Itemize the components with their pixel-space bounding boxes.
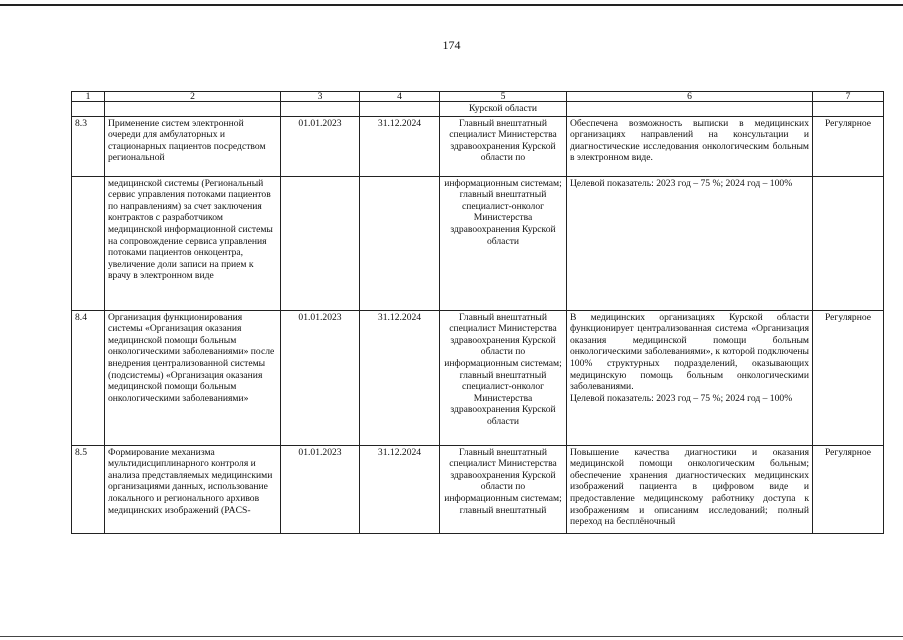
expected-result-text: В медицинских организациях Курской области функционирует централизованная система «Организация оказания медицинской помощи больным онкологическими заболеваниями», к которой подключены 100% структурных подразделений, оказывающих медицинскую помощь больным онкологическими заболеваниями.: [570, 311, 809, 393]
measure-name: Применение систем электронной очереди для амбулаторных и стационарных пациентов посредством региональной: [105, 116, 281, 176]
column-header: 2: [105, 92, 281, 102]
column-header: 1: [72, 92, 105, 102]
measures-table: [71, 91, 884, 534]
page-number: 174: [442, 38, 461, 52]
periodicity: Регулярное: [813, 116, 884, 176]
column-header: 7: [813, 92, 884, 102]
end-date: 31.12.2024: [360, 445, 440, 533]
periodicity: Регулярное: [813, 310, 884, 445]
measure-name-continued: медицинской системы (Региональный сервис управления потоками пациентов по направлениям) за счет заключения контрактов с разработчиком медицинской информационной системы на сопровождение сервиса управления потоками пациентов онкоцентра, увеличение доли записи на прием к врачу в электронном виде: [105, 176, 281, 310]
start-date: 01.01.2023: [281, 445, 360, 533]
target-indicator: Целевой показатель: 2023 год – 75 %; 2024 год – 100%: [570, 392, 793, 404]
carryover-responsible: Курской области: [440, 102, 567, 117]
column-header: 3: [281, 92, 360, 102]
responsible: Главный внештатный специалист Министерства здравоохранения Курской области по информационным системам; главный внештатный: [440, 445, 567, 533]
column-number-row: [72, 92, 884, 102]
responsible: Главный внештатный специалист Министерства здравоохранения Курской области по информационным системам; главный внештатный специалист-онколог Министерства здравоохранения Курской области: [440, 310, 567, 445]
start-date: 01.01.2023: [281, 116, 360, 176]
table-row-continuation: [72, 176, 884, 310]
expected-result: [567, 310, 813, 445]
table-row: [72, 116, 884, 176]
carryover-row: [72, 102, 884, 117]
responsible-continued: информационным системам; главный внештатный специалист-онколог Министерства здравоохранения Курской области: [440, 176, 567, 310]
end-date: 31.12.2024: [360, 116, 440, 176]
responsible: Главный внештатный специалист Министерства здравоохранения Курской области по: [440, 116, 567, 176]
column-header: 4: [360, 92, 440, 102]
expected-result: Обеспечена возможность выписки в медицинских организациях направлений на консультации и диагностические исследования онкологическим больным в электронном виде.: [567, 116, 813, 176]
periodicity: Регулярное: [813, 445, 884, 533]
bottom-edge-line: [0, 636, 903, 637]
row-number: 8.3: [72, 116, 105, 176]
table-row: [72, 445, 884, 533]
end-date: 31.12.2024: [360, 310, 440, 445]
row-number: 8.5: [72, 445, 105, 533]
measure-name: Организация функционирования системы «Организация оказания медицинской помощи больным онкологическими заболеваниями» после внедрения централизованной системы (подсистемы) «Организация оказания медицинской помощи больным онкологическими заболеваниями»: [105, 310, 281, 445]
row-number: 8.4: [72, 310, 105, 445]
column-header: 6: [567, 92, 813, 102]
top-border-line: [0, 4, 903, 6]
start-date: 01.01.2023: [281, 310, 360, 445]
column-header: 5: [440, 92, 567, 102]
table-row: [72, 310, 884, 445]
target-indicator: Целевой показатель: 2023 год – 75 %; 2024 год – 100%: [567, 176, 813, 310]
measure-name: Формирование механизма мультидисциплинарного контроля и анализа представляемых медицинскими организациями данных, использование локального и регионального архивов медицинских изображений (PACS-: [105, 445, 281, 533]
expected-result: Повышение качества диагностики и оказания медицинской помощи онкологическим больным; обеспечение хранения диагностических медицинских изображений пациента в цифровом виде и предоставление медицинскому работнику доступа к изображениям и описаниям исследований; полный переход на бесплёночный: [567, 445, 813, 533]
